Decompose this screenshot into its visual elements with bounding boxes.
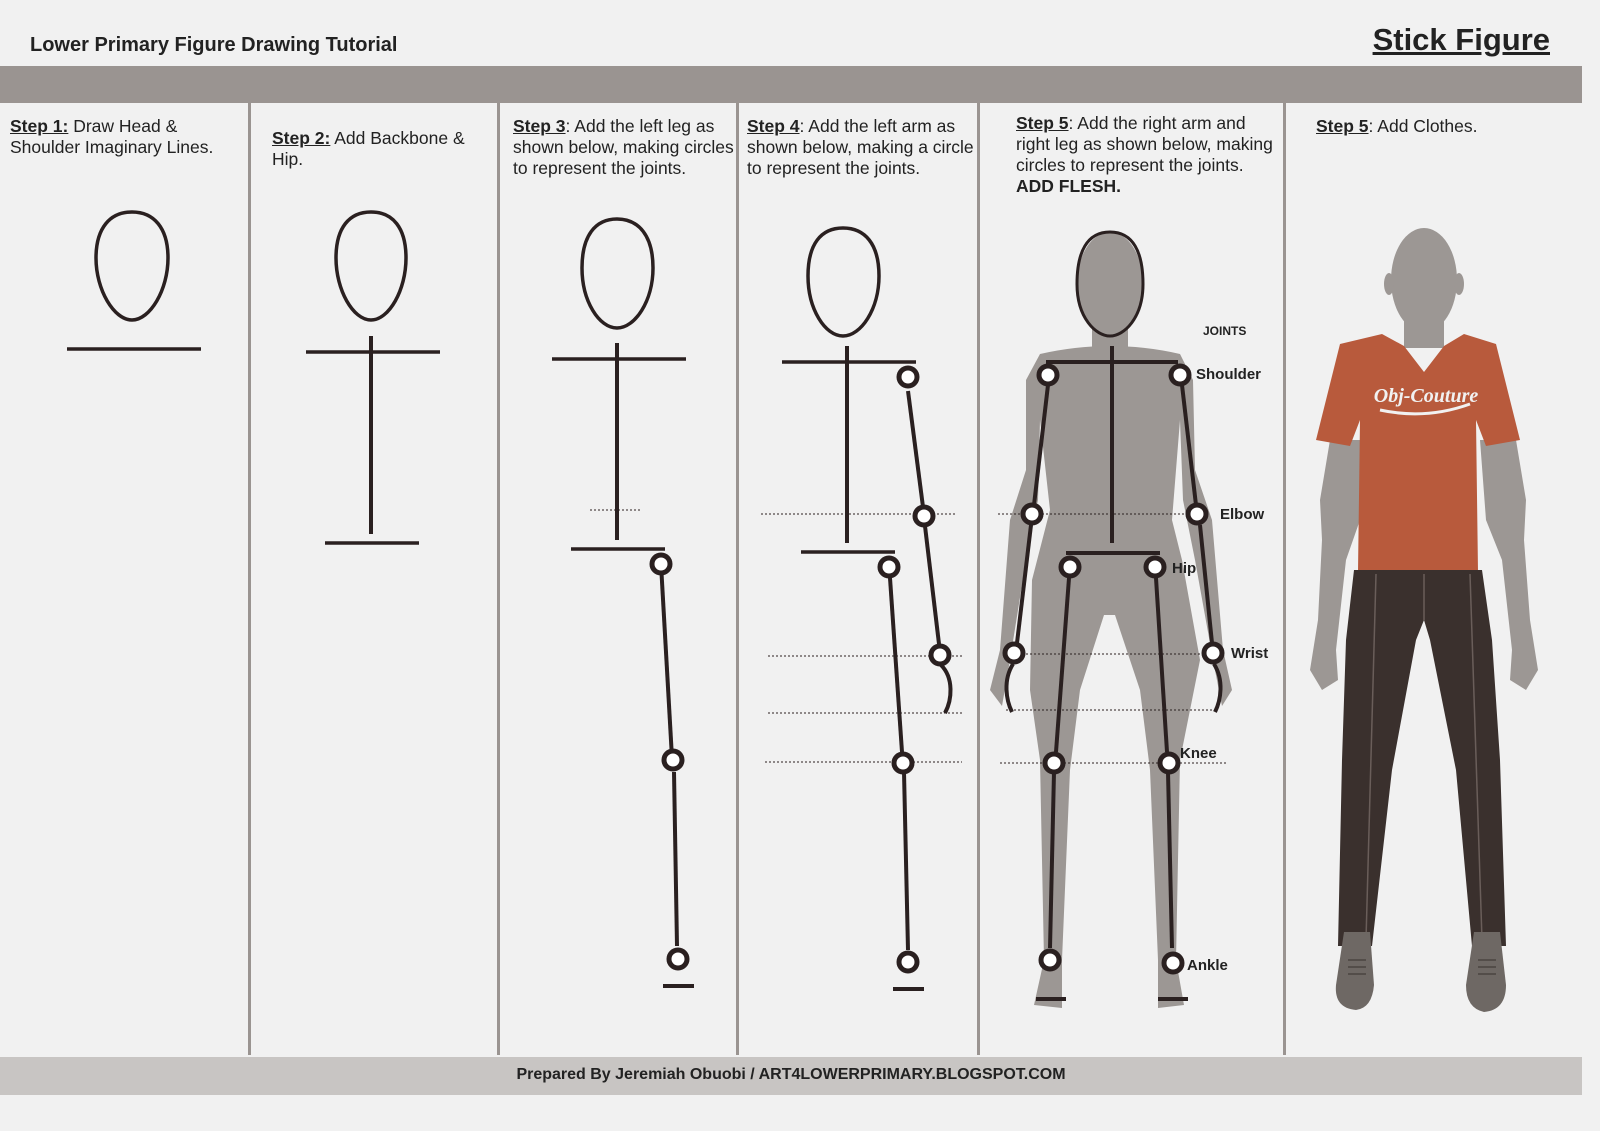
head-oval: [336, 212, 406, 320]
step-5-figure: [990, 232, 1268, 1008]
step-5-bold-text: ADD FLESH.: [1016, 176, 1121, 196]
step-1-label: Step 1:: [10, 116, 69, 136]
knee-joint: [894, 754, 912, 772]
left-thigh: [890, 578, 902, 752]
elbow-label: Elbow: [1220, 506, 1265, 523]
step-5-label: Step 5: [1016, 113, 1069, 133]
left-upper-arm: [908, 391, 923, 507]
right-ankle-joint: [1164, 954, 1182, 972]
step-5-text: : Add the right arm and right leg as shown below, making circles to represent the joints.: [1016, 113, 1273, 175]
elbow-joint: [915, 507, 933, 525]
step-6-clothed-figure: [1310, 228, 1538, 1012]
hip-joint: [652, 555, 670, 573]
shoulder-label: Shoulder: [1196, 366, 1262, 383]
ankle-joint: [899, 953, 917, 971]
knee-joint: [664, 751, 682, 769]
step-4-text: : Add the left arm as shown below, making a circle to represent the joints.: [747, 116, 974, 178]
left-shin: [674, 772, 677, 946]
knee-label: Knee: [1180, 745, 1217, 762]
wrist-label: Wrist: [1231, 645, 1269, 662]
step-4-figure: [761, 228, 963, 989]
step-2-label: Step 2:: [272, 128, 331, 148]
left-hand: [941, 665, 951, 713]
head-oval: [582, 219, 653, 328]
left-elbow-joint: [1023, 505, 1041, 523]
shirt-logo: Obj-Couture: [1373, 385, 1479, 407]
ankle-joint: [669, 950, 687, 968]
joints-heading: JOINTS: [1203, 324, 1247, 338]
right-knee-joint: [1160, 754, 1178, 772]
step-3-text: : Add the left leg as shown below, making circles to represent the joints.: [513, 116, 734, 178]
left-knee-joint: [1045, 754, 1063, 772]
ankle-label: Ankle: [1187, 957, 1228, 974]
right-hip-joint: [1146, 558, 1164, 576]
step-6-label: Step 5: [1316, 116, 1369, 136]
left-shin: [904, 772, 908, 950]
footer-credit: Prepared By Jeremiah Obuobi / ART4LOWERPRIMARY.BLOGSPOT.COM: [516, 1066, 1066, 1083]
left-hip-joint: [1061, 558, 1079, 576]
left-shoulder-joint: [1039, 366, 1057, 384]
shoulder-joint: [899, 368, 917, 386]
wrist-joint: [931, 646, 949, 664]
right-shoulder-joint: [1171, 366, 1189, 384]
step-6-text: : Add Clothes.: [1368, 116, 1478, 136]
right-wrist-joint: [1204, 644, 1222, 662]
left-ankle-joint: [1041, 951, 1059, 969]
head-oval: [808, 228, 879, 336]
left-forearm: [925, 526, 939, 644]
hip-joint: [880, 558, 898, 576]
head-oval: [96, 212, 168, 320]
right-elbow-joint: [1188, 505, 1206, 523]
step-3-label: Step 3: [513, 116, 566, 136]
step-2-figure: [306, 212, 440, 543]
step-2-text: Add Backbone & Hip.: [272, 128, 465, 169]
step-1-figure: [67, 212, 201, 349]
right-hand: [1214, 664, 1221, 712]
step-4-label: Step 4: [747, 116, 800, 136]
left-wrist-joint: [1005, 644, 1023, 662]
hip-label: Hip: [1172, 560, 1197, 577]
step-1-text: Draw Head & Shoulder Imaginary Lines.: [10, 116, 214, 157]
page-title: Lower Primary Figure Drawing Tutorial: [30, 34, 398, 56]
left-hand: [1006, 664, 1013, 712]
step-3-figure: [552, 219, 694, 986]
page-heading-stick-figure: Stick Figure: [1372, 22, 1550, 57]
left-thigh: [661, 564, 672, 758]
